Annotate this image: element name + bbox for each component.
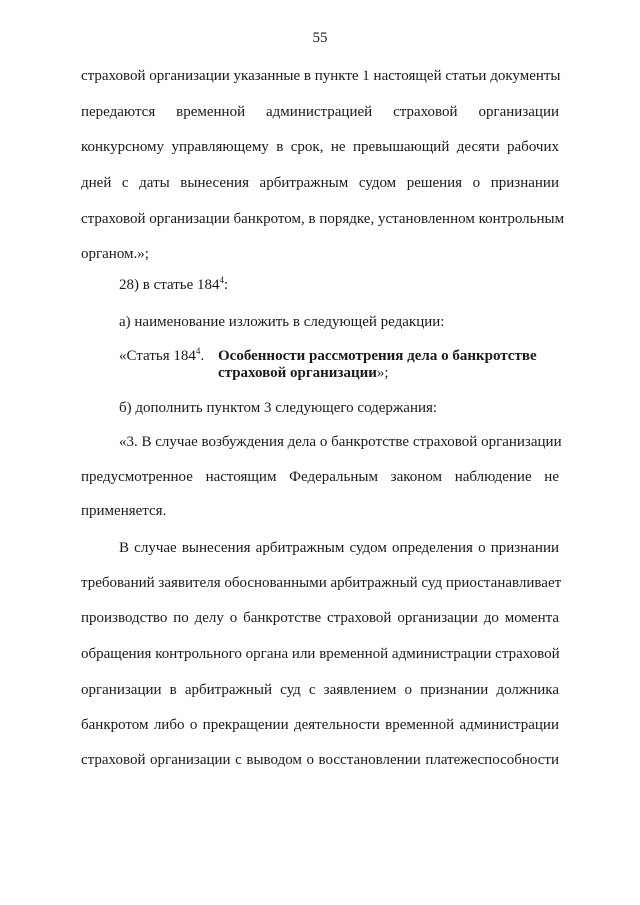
list-item-b: б) дополнить пунктом 3 следующего содержания:: [119, 400, 438, 416]
superscript: 4: [219, 275, 225, 285]
paragraph-line: конкурсному управляющему в срок, не превышающий десяти рабочих: [81, 139, 559, 155]
paragraph-line: дней с даты вынесения арбитражным судом решения о признании: [81, 175, 559, 191]
article-title: Особенности рассмотрения дела о банкротстве: [218, 348, 537, 364]
list-item-text: :: [224, 277, 229, 293]
paragraph-line: передаются временной администрацией страховой организации: [81, 104, 559, 120]
article-title-text: страховой организации: [218, 365, 377, 381]
paragraph-line: организации в арбитражный суд с заявлением о признании должника: [81, 682, 559, 698]
list-item-text: 28) в статье 184: [119, 277, 220, 293]
paragraph-line: страховой организации с выводом о восстановлении платежеспособности: [81, 752, 559, 768]
paragraph-line: «3. В случае возбуждения дела о банкротстве страховой организации: [119, 434, 562, 450]
list-item-a: а) наименование изложить в следующей редакции:: [119, 314, 445, 330]
paragraph-line: предусмотренное настоящим Федеральным законом наблюдение не: [81, 469, 559, 485]
paragraph-line: органом.»;: [81, 246, 149, 262]
paragraph-line: В случае вынесения арбитражным судом определения о признании: [119, 540, 559, 556]
article-title: [218, 364, 389, 382]
paragraph-line: страховой организации указанные в пункте 1 настоящей статьи документы: [81, 68, 561, 84]
paragraph-line: применяется.: [81, 503, 167, 519]
paragraph-line: банкротом либо о прекращении деятельности временной администрации: [81, 717, 559, 733]
page-number: 55: [312, 30, 328, 46]
paragraph-line: требований заявителя обоснованными арбитражный суд приостанавливает: [81, 575, 562, 591]
paragraph-line: производство по делу о банкротстве страховой организации до момента: [81, 610, 559, 626]
article-title-text: »;: [376, 365, 389, 381]
article-label-text: «Статья 184: [119, 348, 196, 364]
article-label-text: .: [200, 348, 205, 364]
paragraph-line: страховой организации банкротом, в порядке, установленном контрольным: [81, 211, 565, 227]
list-item-28: [119, 276, 559, 294]
article-label: [119, 347, 204, 365]
superscript: 4: [195, 346, 201, 356]
paragraph-line: обращения контрольного органа или временной администрации страховой: [81, 646, 560, 662]
